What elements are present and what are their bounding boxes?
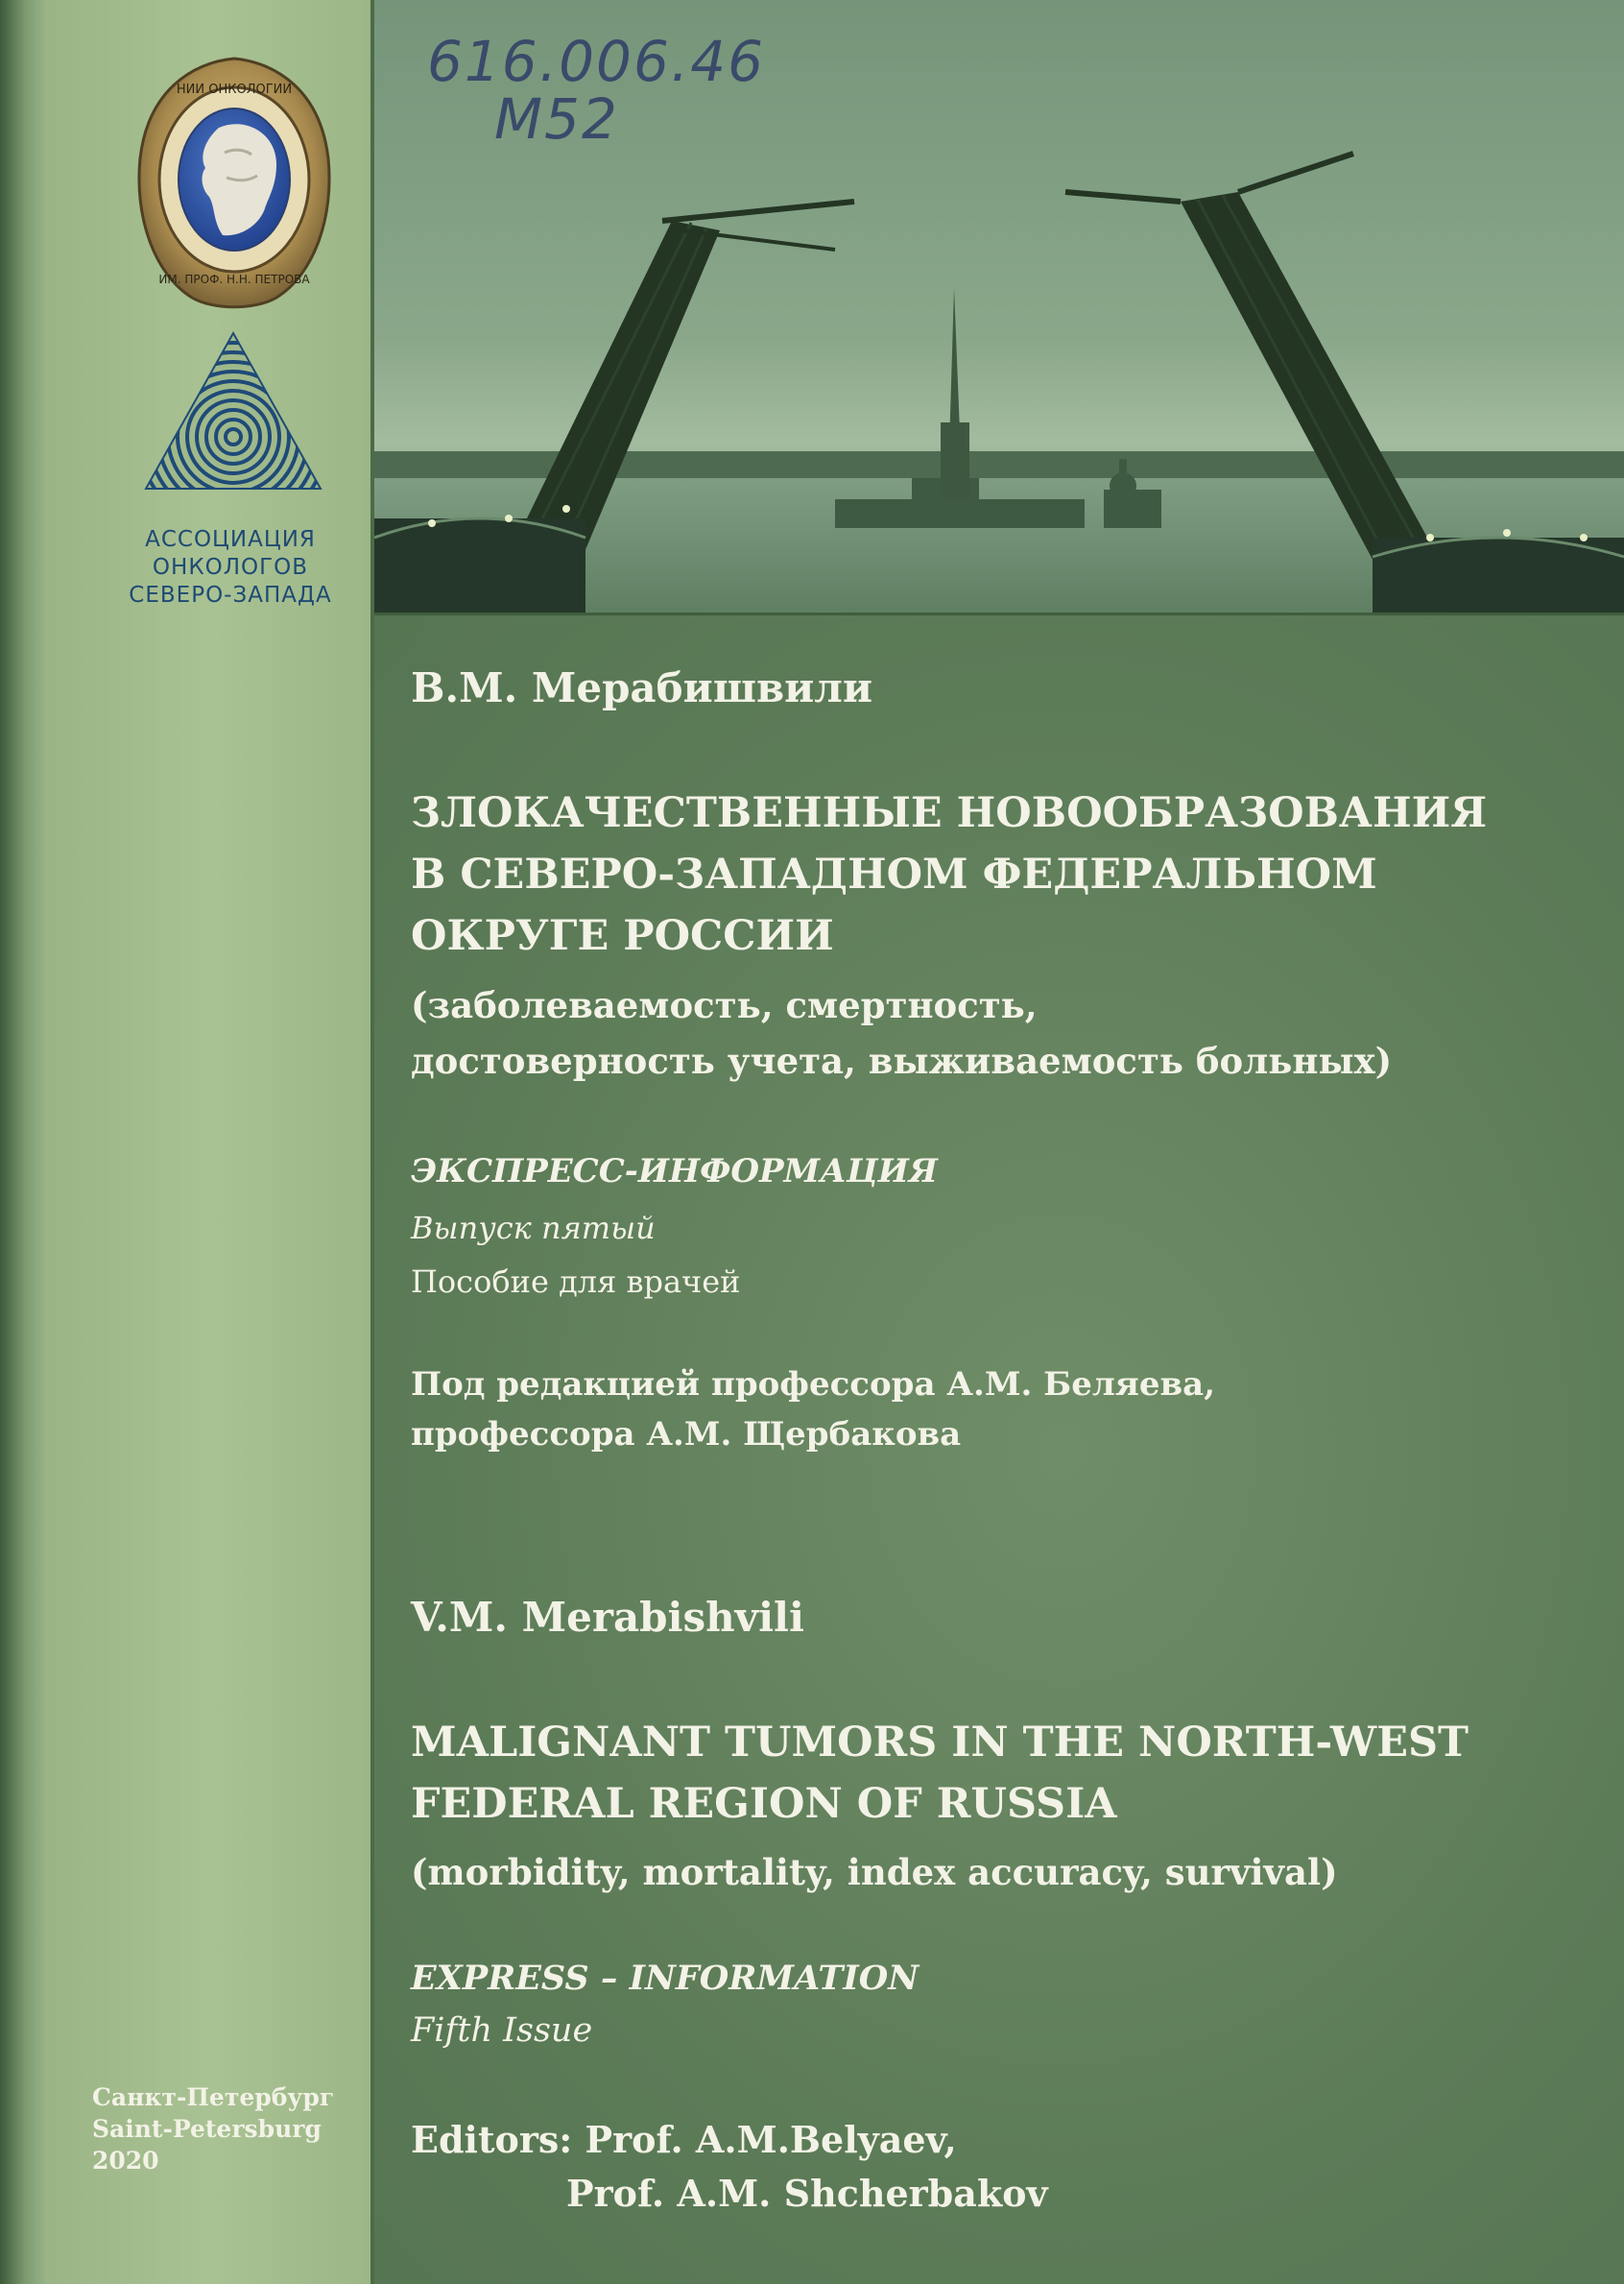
association-name: [96, 526, 365, 610]
ru-subtitle-line-2: достоверность учета, выживаемость больных): [411, 1040, 1393, 1082]
en-title-line-1: MALIGNANT TUMORS IN THE NORTH-WEST: [411, 1719, 1469, 1767]
association-line-1: АССОЦИАЦИЯ: [145, 527, 316, 552]
ru-title-line-2: В СЕВЕРО-ЗАПАДНОМ ФЕДЕРАЛЬНОМ: [411, 851, 1377, 899]
en-series: EXPRESS – INFORMATION: [411, 1959, 919, 1998]
ru-audience: Пособие для врачей: [411, 1263, 741, 1300]
medallion-emblem: [132, 53, 336, 312]
en-editors-line-1: Editors: Prof. A.M.Belyaev,: [411, 2118, 957, 2161]
en-subtitle: (morbidity, mortality, index accuracy, survival): [411, 1851, 1338, 1893]
ru-title-line-3: ОКРУГЕ РОССИИ: [411, 912, 834, 960]
ru-author: В.М. Мерабишвили: [411, 664, 873, 711]
city-ru: Санкт-Петербург: [92, 2083, 335, 2111]
en-title-line-2: FEDERAL REGION OF RUSSIA: [411, 1780, 1117, 1828]
call-number-line-2: M52: [494, 86, 619, 152]
ru-editors-line-1: Под редакцией профессора А.М. Беляева,: [411, 1365, 1216, 1404]
association-line-3: СЕВЕРО-ЗАПАДА: [129, 583, 332, 608]
association-line-2: ОНКОЛОГОВ: [152, 555, 309, 580]
ru-series: ЭКСПРЕСС-ИНФОРМАЦИЯ: [411, 1152, 938, 1190]
city-en: Saint-Petersburg: [92, 2115, 322, 2143]
handwritten-call-number: [427, 29, 765, 152]
en-author: V.M. Merabishvili: [411, 1594, 804, 1641]
ru-title-line-1: ЗЛОКАЧЕСТВЕННЫЕ НОВООБРАЗОВАНИЯ: [411, 789, 1488, 837]
association-logo-icon: [142, 329, 324, 493]
svg-text:НИИ ОНКОЛОГИИ: НИИ ОНКОЛОГИИ: [176, 83, 293, 97]
ru-subtitle-line-1: (заболеваемость, смертность,: [411, 984, 1038, 1026]
svg-text:ИМ. ПРОФ. Н.Н. ПЕТРОВА: ИМ. ПРОФ. Н.Н. ПЕТРОВА: [158, 273, 310, 286]
en-editors-line-2: Prof. A.M. Shcherbakov: [566, 2172, 1048, 2215]
imprint: [92, 2081, 334, 2176]
call-number-line-1: 616.006.46: [427, 29, 766, 94]
cover-edge: [0, 0, 46, 2284]
ru-editors-line-2: профессора А.М. Щербакова: [411, 1415, 962, 1454]
year: 2020: [92, 2147, 159, 2175]
ru-issue: Выпуск пятый: [411, 1210, 656, 1246]
en-issue: Fifth Issue: [411, 2011, 593, 2050]
